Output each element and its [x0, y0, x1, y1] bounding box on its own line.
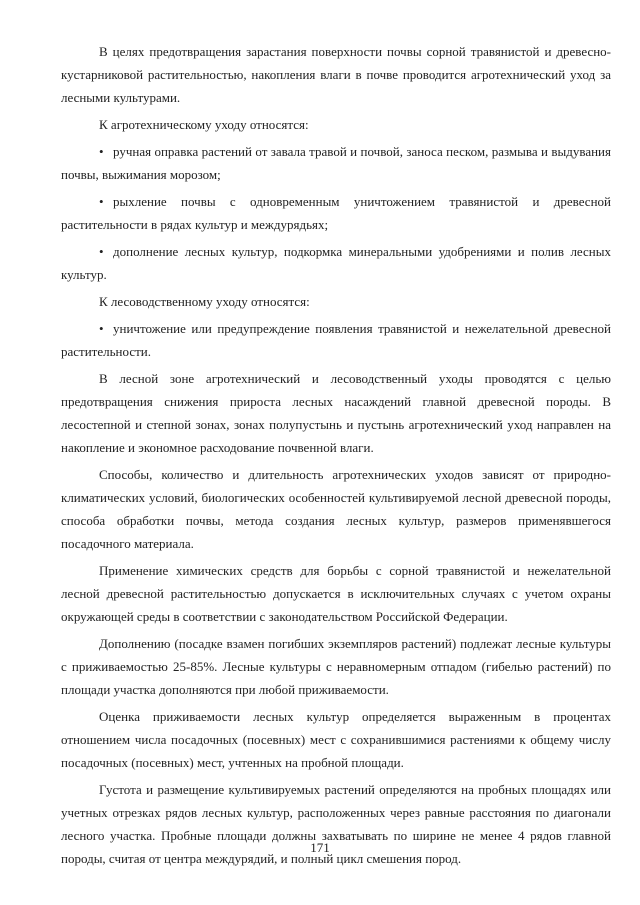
paragraph-supplementing: Дополнению (посадке взамен погибших экземпляров растений) подлежат лесные культуры с приживаемостью 25-85%. Лесные культуры с неравномерным отпадом (гибелью растений) по площади участка дополняются при любой приживаемости. — [61, 636, 611, 697]
list-item-manual-straightening — [61, 140, 611, 186]
list-item-text: рыхление почвы с одновременным уничтожением травянистой и древесной растительности в рядах культур и междурядьях; — [61, 194, 611, 232]
bullet-icon: • — [99, 244, 104, 259]
paragraph-survival-assessment: Оценка приживаемости лесных культур определяется выраженным в процентах отношением числа посадочных (посевных) мест с сохранившимися растениями к общему числу посадочных (посевных) мест, учтенных на пробной площади. — [61, 709, 611, 770]
bullet-icon: • — [99, 144, 104, 159]
paragraph-forest-zones: В лесной зоне агротехнический и лесоводственный уходы проводятся с целью предотвращения снижения прироста лесных насаждений главной древесной породы. В лесостепной и степной зонах, зонах полупустынь и пустынь агротехнический уход направлен на накопление и экономное расходование почвенной влаги. — [61, 371, 611, 455]
list-item-loosening — [61, 190, 611, 236]
paragraph-agrotech-intro: К агротехническому уходу относятся: — [99, 117, 309, 132]
bullet-icon: • — [99, 194, 104, 209]
paragraph-silvicultural-intro: К лесоводственному уходу относятся: — [99, 294, 310, 309]
paragraph-weed-control: В целях предотвращения зарастания поверхности почвы сорной травянистой и древесно-кустарниковой растительностью, накопления влаги в почве проводится агротехнический уход за лесными культурами. — [61, 44, 611, 105]
bullet-icon: • — [99, 321, 104, 336]
list-item-weed-destruction — [61, 317, 611, 363]
list-item-text: уничтожение или предупреждение появления травянистой и нежелательной древесной растительности. — [61, 321, 611, 359]
list-item-replanting — [61, 240, 611, 286]
list-item-text: дополнение лесных культур, подкормка минеральными удобрениями и полив лесных культур. — [61, 244, 611, 282]
paragraph-methods: Способы, количество и длительность агротехнических уходов зависят от природно-климатических условий, биологических особенностей культивируемой лесной древесной породы, способа обработки почвы, метода создания лесных культур, размеров применявшегося посадочного материала. — [61, 467, 611, 551]
page-body — [61, 40, 611, 870]
list-item-text: ручная оправка растений от завала травой и почвой, заноса песком, размыва и выдувания почвы, выжимания морозом; — [61, 144, 611, 182]
paragraph-chemicals: Применение химических средств для борьбы с сорной травянистой и нежелательной лесной древесной растительностью допускается в исключительных случаях с учетом охраны окружающей среды в соответствии с законодательством Российской Федерации. — [61, 563, 611, 624]
page-number: 171 — [310, 840, 330, 855]
paragraph-density: Густота и размещение культивируемых растений определяются на пробных площадях или учетных отрезках рядов лесных культур, расположенных через равные расстояния по диагонали лесного участка. Пробные площади должны захватывать по ширине не менее 4 рядов главной породы, считая от центра междурядий, и полный цикл смешения пород. — [61, 782, 611, 866]
